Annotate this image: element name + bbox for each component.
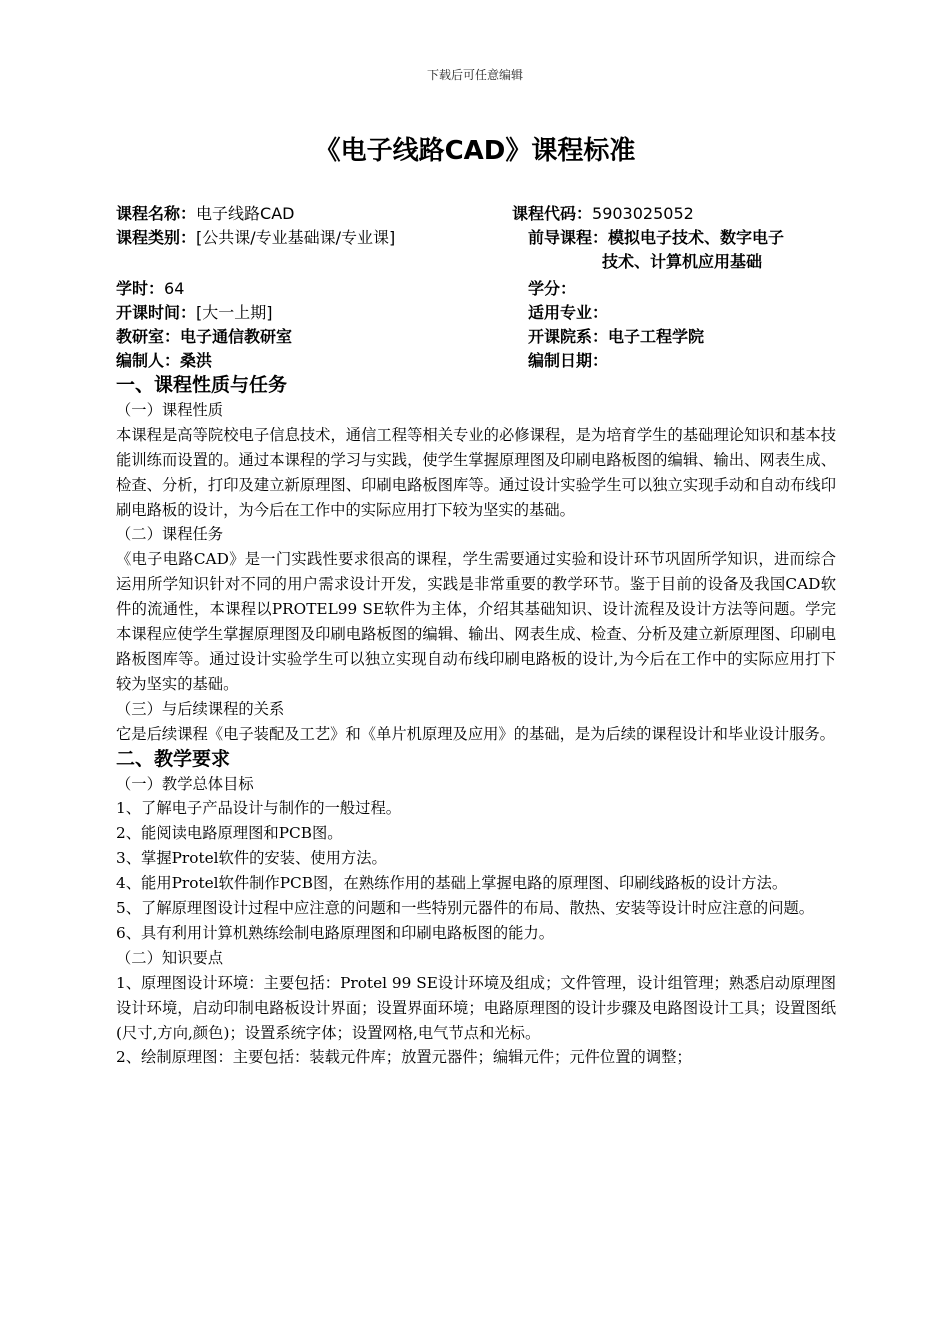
college-field: 开课院系：电子工程学院	[528, 327, 705, 346]
meta-row-4	[116, 276, 856, 300]
major-field: 适用专业：	[528, 303, 609, 322]
goal-item: 6、具有利用计算机熟练绘制电路原理图和印刷电路板图的能力。	[116, 923, 555, 942]
section-1-2-text: 《电子电路CAD》是一门实践性要求很高的课程，学生需要通过实验和设计环节巩固所学知识，进而综合运用所学知识针对不同的用户需求设计开发，实践是非常重要的教学环节。鉴于目前的设备及我国CAD软件的流通性，本课程以PROTEL99 SE软件为主体，介绍其基础知识、设计流程及设计方法等问题。学完本课程应使学生掌握原理图及印刷电路板图的编辑、输出、网表生成、检查、分析及建立新原理图、印刷电路板图库等。通过设计实验学生可以独立实现自动布线印刷电路板的设计,为今后在工作中的实际应用打下较为坚实的基础。	[116, 550, 836, 693]
section-2-2-heading: （二）知识要点	[116, 948, 224, 967]
date-field: 编制日期：	[528, 351, 609, 370]
course-code-field: 课程代码：5903025052	[512, 204, 694, 223]
goal-item: 5、了解原理图设计过程中应注意的问题和一些特别元器件的布局、散热、安装等设计时应注意的问题。	[116, 899, 815, 918]
document-title: 《电子线路CAD》课程标准	[314, 136, 636, 166]
section-2-heading: 二、教学要求	[116, 747, 231, 770]
goal-item: 2、能阅读电路原理图和PCB图。	[116, 824, 343, 843]
prereq-field: 前导课程：模拟电子技术、数字电子	[528, 228, 785, 247]
section-1-1-text: 本课程是高等院校电子信息技术，通信工程等相关专业的必修课程，是为培育学生的基础理论知识和基本技能训练而设置的。通过本课程的学习与实践，使学生掌握原理图及印刷电路板图的编辑、输出、网表生成、检查、分析，打印及建立新原理图、印刷电路板图库等。通过设计实验学生可以独立实现手动和自动布线印刷电路板的设计，为今后在工作中的实际应用打下较为坚实的基础。	[116, 425, 836, 519]
meta-row-6	[116, 324, 856, 348]
time-field: 开课时间：[大一上期]	[116, 303, 273, 322]
page-header: 下载后可任意编辑	[426, 68, 523, 82]
course-name-field: 课程名称：电子线路CAD	[116, 204, 295, 223]
knowledge-point: 2、绘制原理图：主要包括：装载元件库；放置元器件；编辑元件；元件位置的调整；	[116, 1048, 692, 1067]
meta-row-2	[116, 225, 856, 249]
meta-row-3	[116, 249, 856, 273]
section-1-heading: 一、课程性质与任务	[116, 374, 288, 396]
meta-row-1	[116, 201, 856, 225]
dept-field: 教研室：电子通信教研室	[116, 327, 293, 346]
section-1-3-heading: （三）与后续课程的关系	[116, 699, 285, 718]
document-body	[116, 373, 836, 1070]
section-1-3-text: 它是后续课程《电子装配及工艺》和《单片机原理及应用》的基础，是为后续的课程设计和毕业设计服务。	[116, 724, 835, 743]
goal-item: 4、能用Protel软件制作PCB图，在熟练作用的基础上掌握电路的原理图、印刷线路板的设计方法。	[116, 874, 788, 893]
credits-field: 学分：	[528, 279, 577, 298]
meta-row-7	[116, 348, 856, 372]
hours-field: 学时：64	[116, 279, 185, 298]
section-2-1-heading: （一）教学总体目标	[116, 774, 254, 793]
author-field: 编制人：桑洪	[116, 351, 213, 370]
goal-item: 1、了解电子产品设计与制作的一般过程。	[116, 799, 402, 818]
course-type-field: 课程类别：[公共课/专业基础课/专业课]	[116, 228, 396, 247]
section-1-2-heading: （二）课程任务	[116, 525, 224, 544]
knowledge-point: 1、原理图设计环境：主要包括：Protel 99 SE设计环境及组成；文件管理，设计组管理；熟悉启动原理图设计环境，启动印制电路板设计界面；设置界面环境；电路原理图的设计步骤及电路图设计工具；设置图纸(尺寸,方向,颜色)；设置系统字体；设置网格,电气节点和光标。	[116, 973, 836, 1042]
prereq-continued: 技术、计算机应用基础	[602, 252, 763, 271]
goal-item: 3、掌握Protel软件的安装、使用方法。	[116, 849, 387, 868]
section-1-1-heading: （一）课程性质	[116, 400, 224, 419]
meta-row-5	[116, 300, 856, 324]
